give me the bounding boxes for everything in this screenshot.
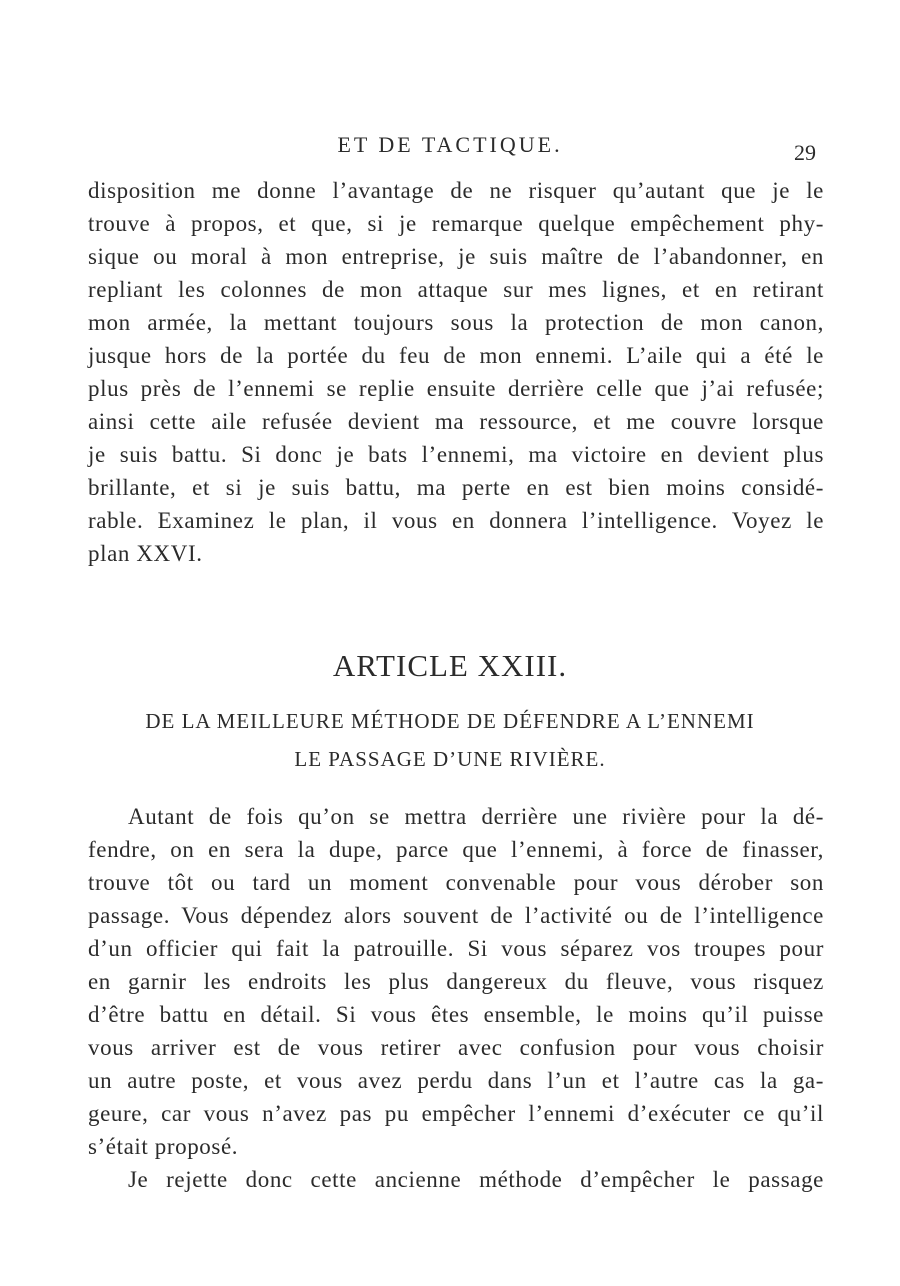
continued-paragraph <box>88 174 824 570</box>
text-line: d’un officier qui fait la patrouille. Si vous séparez vos troupes pour <box>88 936 824 961</box>
article-paragraph-1 <box>88 800 824 1163</box>
text-line: fendre, on en sera la dupe, parce que l’ennemi, à force de finasser, <box>88 837 824 862</box>
text-line: s’était proposé. <box>88 1134 239 1159</box>
text-line: repliant les colonnes de mon attaque sur mes lignes, et en retirant <box>88 277 824 302</box>
text-line: mon armée, la mettant toujours sous la protection de mon canon, <box>88 310 824 335</box>
text-line: plus près de l’ennemi se replie ensuite derrière celle que j’ai refusée; <box>88 376 824 401</box>
text-line: sique ou moral à mon entreprise, je suis maître de l’abandonner, en <box>88 244 824 269</box>
section-heading-line: DE LA MEILLEURE MÉTHODE DE DÉFENDRE A L’ENNEMI <box>145 709 755 733</box>
text-line: Je rejette donc cette ancienne méthode d’empêcher le passage <box>128 1167 824 1192</box>
text-line: disposition me donne l’avantage de ne risquer qu’autant que je le <box>88 178 824 203</box>
text-line: rable. Examinez le plan, il vous en donnera l’intelligence. Voyez le <box>88 508 824 533</box>
text-line: vous arriver est de vous retirer avec confusion pour vous choisir <box>88 1035 824 1060</box>
section-heading <box>0 702 900 778</box>
text-line: geure, car vous n’avez pas pu empêcher l’ennemi d’exécuter ce qu’il <box>88 1101 824 1126</box>
page-number: 29 <box>794 140 816 165</box>
running-title: ET DE TACTIQUE. <box>337 132 563 157</box>
text-line: brillante, et si je suis battu, ma perte en est bien moins considé- <box>88 475 824 500</box>
section-heading-line: LE PASSAGE D’UNE RIVIÈRE. <box>294 747 606 771</box>
article-paragraph-2 <box>88 1163 824 1196</box>
text-line: un autre poste, et vous avez perdu dans l’un et l’autre cas la ga- <box>88 1068 824 1093</box>
text-line: passage. Vous dépendez alors souvent de l’activité ou de l’intelligence <box>88 903 824 928</box>
text-line: trouve tôt ou tard un moment convenable pour vous dérober son <box>88 870 824 895</box>
text-line: je suis battu. Si donc je bats l’ennemi, ma victoire en devient plus <box>88 442 824 467</box>
text-line: jusque hors de la portée du feu de mon ennemi. L’aile qui a été le <box>88 343 824 368</box>
text-line: plan XXVI. <box>88 541 203 566</box>
text-line: ainsi cette aile refusée devient ma ressource, et me couvre lorsque <box>88 409 824 434</box>
text-line: Autant de fois qu’on se mettra derrière une rivière pour la dé- <box>128 804 824 829</box>
article-title: ARTICLE XXIII. <box>332 648 568 683</box>
text-line: trouve à propos, et que, si je remarque quelque empêchement phy- <box>88 211 824 236</box>
text-line: d’être battu en détail. Si vous êtes ensemble, le moins qu’il puisse <box>88 1002 824 1027</box>
text-line: en garnir les endroits les plus dangereux du fleuve, vous risquez <box>88 969 824 994</box>
